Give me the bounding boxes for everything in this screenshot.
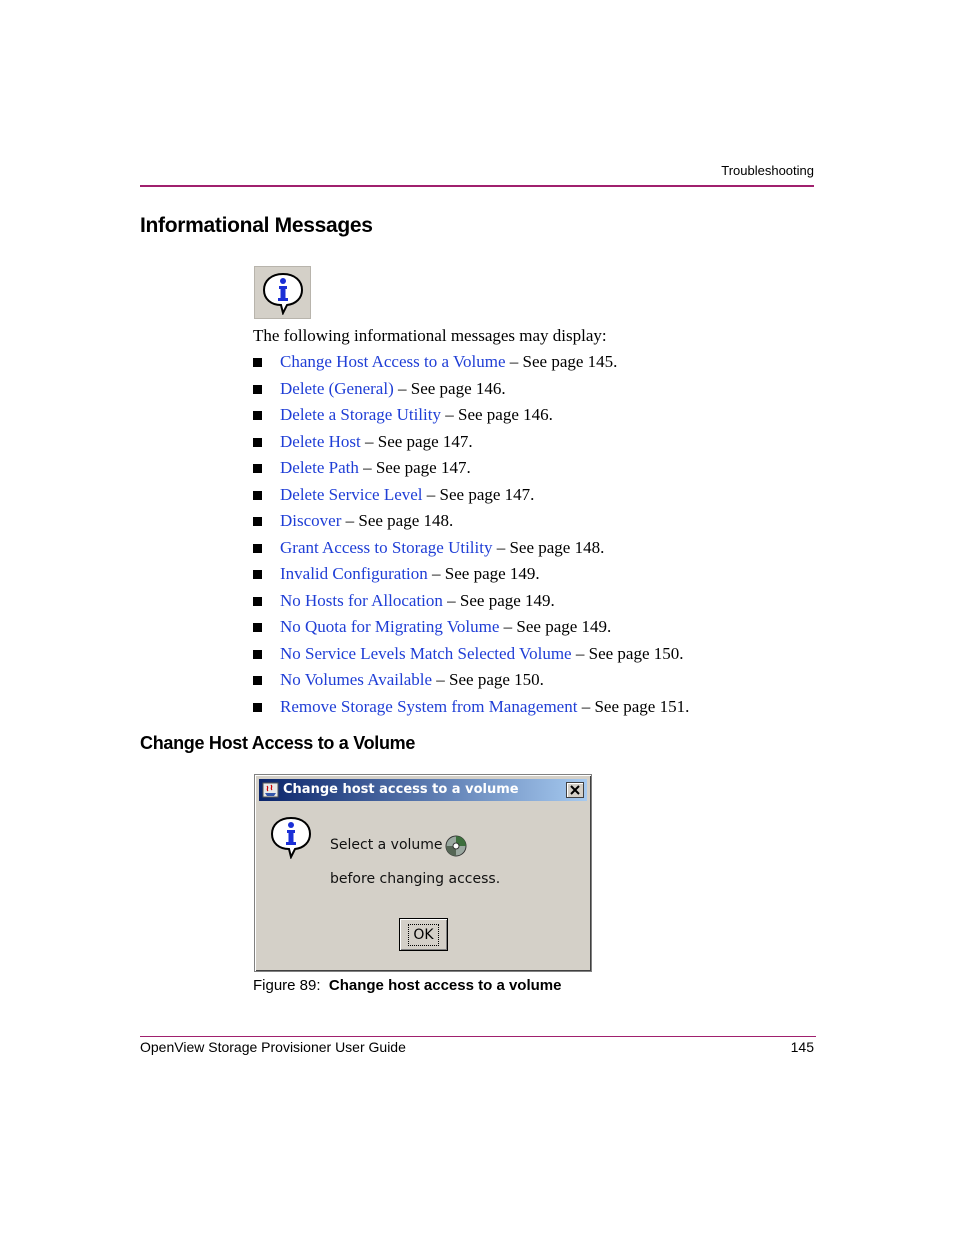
bullet-icon [253,358,262,367]
page-ref: – See page 146. [445,405,553,424]
link-no-quota[interactable]: No Quota for Migrating Volume [280,617,500,636]
list-item [253,457,689,484]
bullet-icon [253,491,262,500]
bullet-icon [253,411,262,420]
list-item [253,563,689,590]
list-item [253,351,689,378]
dialog-message-line2: before changing access. [330,871,501,887]
ok-button-label: OK [409,925,437,945]
bullet-icon [253,650,262,659]
close-button[interactable] [566,782,584,798]
list-item [253,696,689,723]
list-item [253,616,689,643]
running-head: Troubleshooting [721,163,814,178]
link-invalid-configuration[interactable]: Invalid Configuration [280,564,428,583]
bullet-icon [253,438,262,447]
dialog-titlebar[interactable] [259,779,587,801]
list-item [253,378,689,405]
dialog-message-line1: Select a volume [330,837,443,853]
bullet-icon [253,703,262,712]
link-delete-general[interactable]: Delete (General) [280,378,394,398]
list-item [253,431,689,458]
figure-label: Figure 89: [253,977,321,994]
info-speech-bubble-icon [269,815,313,859]
bullet-icon [253,597,262,606]
footer-rule [140,1036,816,1037]
link-grant-access[interactable]: Grant Access to Storage Utility [280,537,493,557]
link-discover[interactable]: Discover [280,511,342,530]
page-ref: – See page 150. [436,670,544,689]
header-rule [140,185,814,187]
page-ref: – See page 148. [496,537,605,557]
page-ref: – See page 149. [432,564,540,583]
bullet-icon [253,570,262,579]
ok-button[interactable] [399,918,448,951]
list-item [253,537,689,564]
list-item [253,590,689,617]
page-ref: – See page 149. [447,590,555,610]
link-delete-path[interactable]: Delete Path [280,458,359,477]
subsection-title: Change Host Access to a Volume [140,733,416,753]
footer-guide-title: OpenView Storage Provisioner User Guide [140,1039,406,1055]
page-ref: – See page 147. [426,484,535,504]
link-delete-service-level[interactable]: Delete Service Level [280,484,423,504]
list-item [253,669,689,696]
page-ref: – See page 150. [575,643,684,663]
close-icon [567,783,583,797]
intro-text: The following informational messages may display: [253,326,607,345]
link-remove-storage-system[interactable]: Remove Storage System from Management [280,696,578,716]
message-list [253,351,689,722]
link-delete-storage-utility[interactable]: Delete a Storage Utility [280,405,441,424]
link-no-hosts[interactable]: No Hosts for Allocation [280,590,443,610]
info-speech-bubble-icon [254,266,311,319]
list-item [253,510,689,537]
list-item [253,484,689,511]
bullet-icon [253,385,262,394]
figure-title: Change host access to a volume [328,977,562,994]
dialog-window [254,774,592,972]
page-ref: – See page 149. [503,617,612,636]
bullet-icon [253,623,262,632]
page-ref: – See page 147. [363,458,471,477]
link-no-service-levels[interactable]: No Service Levels Match Selected Volume [280,643,572,663]
link-delete-host[interactable]: Delete Host [280,431,361,451]
volume-disc-icon [445,835,467,857]
list-item [253,404,689,431]
page-ref: – See page 147. [364,431,473,451]
link-no-volumes[interactable]: No Volumes Available [280,670,433,689]
page-ref: – See page 146. [397,378,506,398]
page-number: 145 [790,1039,814,1055]
page-ref: – See page 151. [581,696,690,716]
section-title: Informational Messages [140,214,373,237]
link-change-host-access[interactable]: Change Host Access to a Volume [280,352,506,371]
bullet-icon [253,676,262,685]
figure-caption [253,977,561,994]
page-ref: – See page 148. [345,511,454,530]
page-ref: – See page 145. [509,352,618,371]
dialog-title: Change host access to a volume [283,782,519,797]
bullet-icon [253,544,262,553]
java-app-icon [262,782,279,798]
bullet-icon [253,517,262,526]
list-item [253,643,689,670]
bullet-icon [253,464,262,473]
